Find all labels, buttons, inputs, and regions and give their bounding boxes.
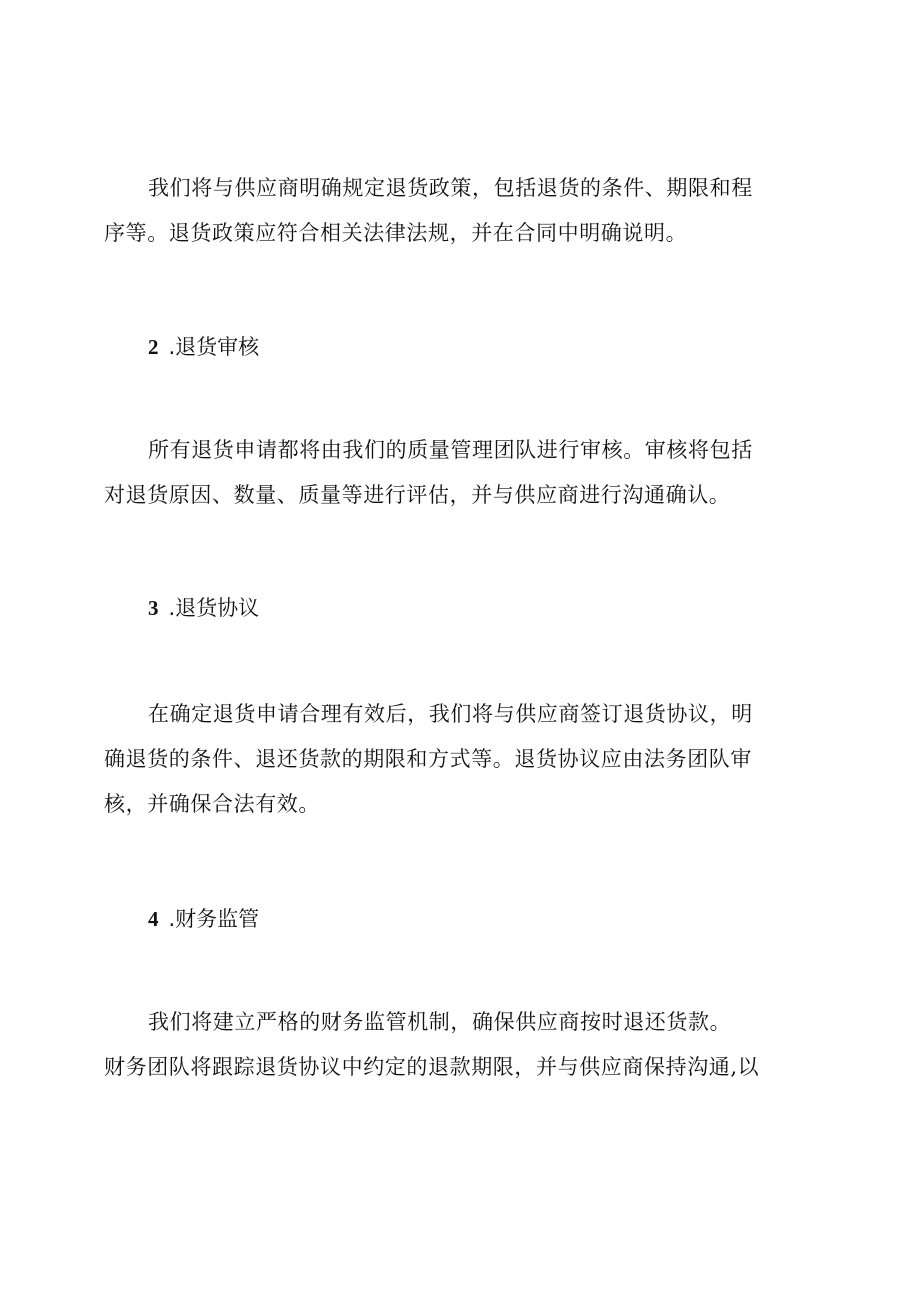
paragraph-line: 在确定退货申请合理有效后，我们将与供应商签订退货协议，明 <box>148 702 753 726</box>
section-heading-4 <box>148 904 259 934</box>
section-title: .退货审核 <box>168 335 260 359</box>
paragraph-line: 我们将建立严格的财务监管机制，确保供应商按时退还货款。 <box>148 1010 732 1034</box>
section-2-paragraph <box>104 428 804 518</box>
paragraph-line: 我们将与供应商明确规定退货政策，包括退货的条件、期限和程 <box>148 176 753 200</box>
section-title: .退货协议 <box>168 596 260 620</box>
section-heading-3 <box>148 593 259 623</box>
section-title: .财务监管 <box>168 907 260 931</box>
paragraph-line: 对退货原因、数量、质量等进行评估，并与供应商进行沟通确认。 <box>104 483 731 507</box>
section-4-paragraph <box>104 1000 804 1090</box>
paragraph-line: 确退货的条件、退还货款的期限和方式等。退货协议应由法务团队审 <box>104 747 752 771</box>
section-heading-2 <box>148 332 259 362</box>
paragraph-line: 所有退货申请都将由我们的质量管理团队进行审核。审核将包括 <box>148 438 753 462</box>
section-3-paragraph <box>104 692 804 827</box>
paragraph-line: 核，并确保合法有效。 <box>104 792 320 816</box>
section-number: 2 <box>148 335 159 359</box>
paragraph-line: 财务团队将跟踪退货协议中约定的退款期限，并与供应商保持沟通,以 <box>104 1055 760 1079</box>
section-number: 4 <box>148 907 159 931</box>
paragraph-line: 序等。退货政策应符合相关法律法规，并在合同中明确说明。 <box>104 221 688 245</box>
section-number: 3 <box>148 596 159 620</box>
intro-paragraph <box>104 166 804 256</box>
